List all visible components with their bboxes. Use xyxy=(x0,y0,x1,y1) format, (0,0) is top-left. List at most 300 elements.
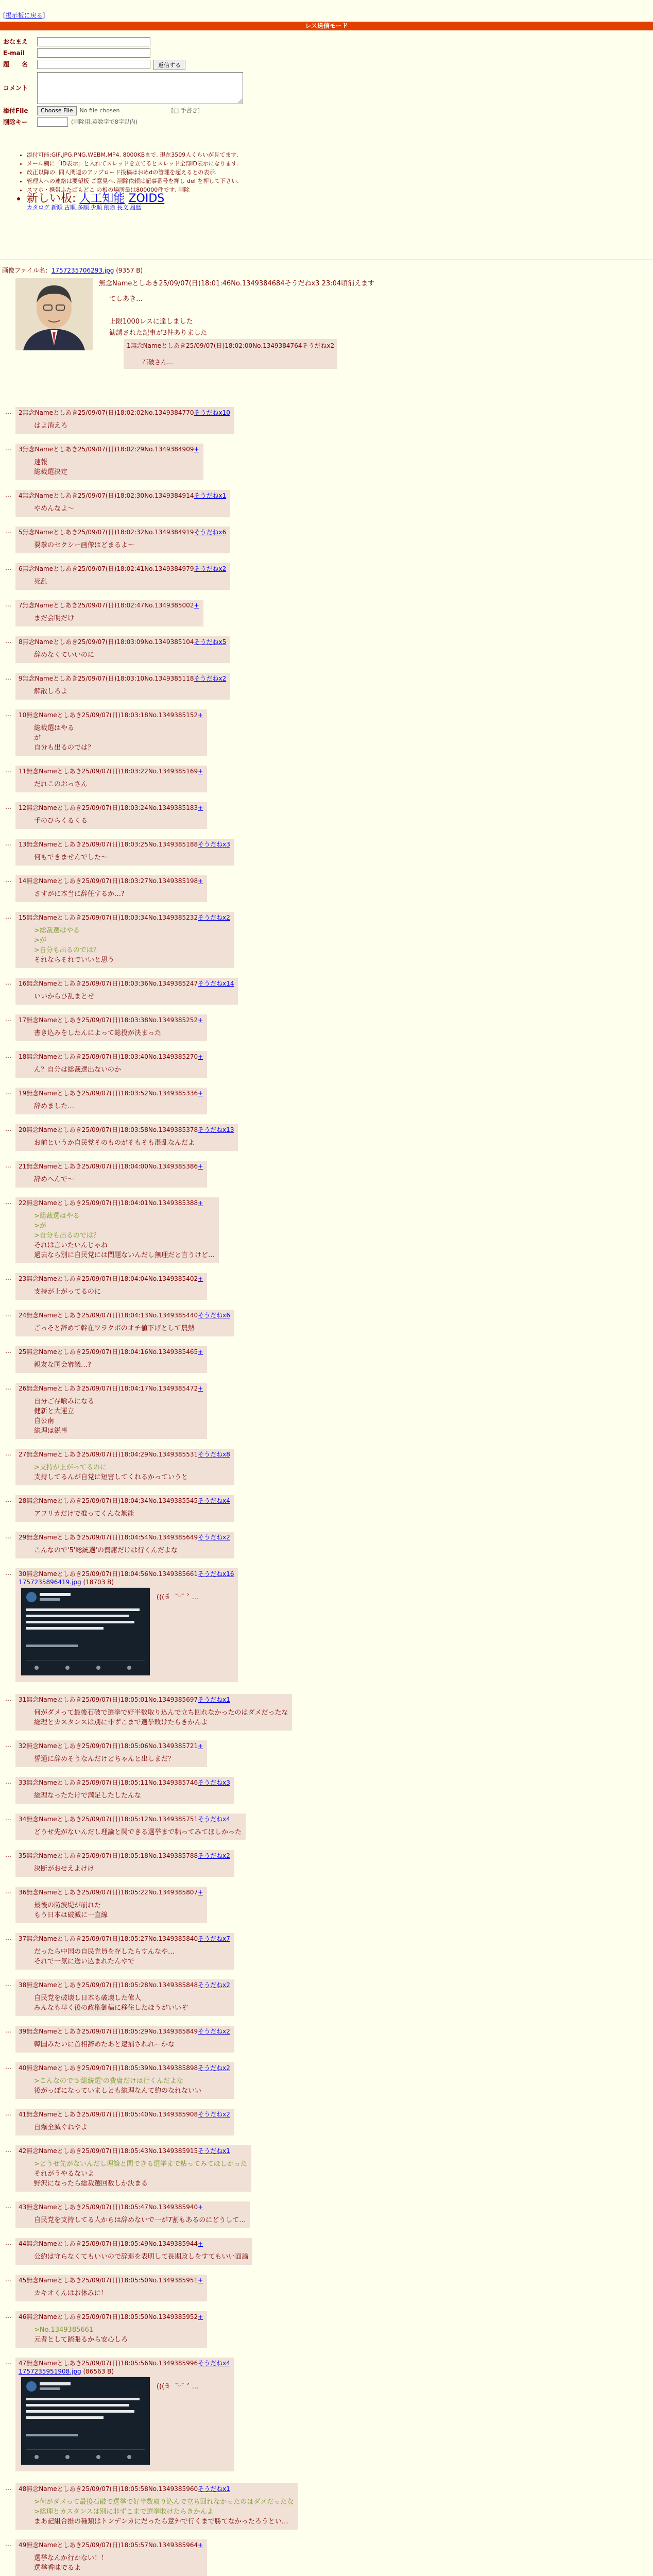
reply-header xyxy=(19,1815,242,1823)
sodane-button[interactable]: そうだねx5 xyxy=(194,638,227,646)
table-row xyxy=(15,2539,207,2576)
reply-indent-mark: … xyxy=(5,2063,11,2071)
reply-line: 過去なら別に自民党には問題ないんだし無理だと言うけど… xyxy=(34,1251,215,1259)
reply-header-text: 21無念Nameとしあき25/09/07(日)18:04:00No.1349385386 xyxy=(19,1163,198,1170)
sodane-button[interactable]: そうだねx2 xyxy=(198,2111,230,2118)
sodane-button[interactable]: そうだねx3 xyxy=(198,841,230,848)
reply-indent-mark: … xyxy=(5,1125,11,1132)
reply-header xyxy=(19,1348,203,1356)
table-row xyxy=(15,839,234,866)
reply-header-text: 12無念Nameとしあき25/09/07(日)18:03:24No.1349385183 xyxy=(19,804,198,811)
table-row xyxy=(15,1273,207,1300)
reply-header-text: 8無念Nameとしあき25/09/07(日)18:03:09No.1349385104 xyxy=(19,638,194,646)
sodane-button[interactable]: + xyxy=(198,804,203,811)
table-row xyxy=(15,1449,234,1485)
reply-indent-mark: … xyxy=(5,2276,11,2283)
reply-line: 手のひらくるくる xyxy=(34,817,88,825)
reply-header-text: 32無念Nameとしあき25/09/07(日)18:05:06No.1349385721 xyxy=(19,1742,198,1750)
reply-header xyxy=(19,1852,230,1860)
reply-header xyxy=(19,1533,230,1541)
reply-header xyxy=(19,1981,230,1989)
name-input[interactable] xyxy=(37,37,150,46)
sodane-button[interactable]: + xyxy=(198,2240,203,2247)
reply-indent-mark: … xyxy=(5,408,11,415)
reply-file-link[interactable]: 1757235951908.jpg xyxy=(19,2368,81,2375)
reply-header xyxy=(19,1935,230,1943)
reply-line: カキオくんはお休みに！ xyxy=(34,2290,108,2297)
table-row xyxy=(15,1088,207,1114)
table-row xyxy=(15,978,238,1005)
reply-header xyxy=(19,1888,203,1896)
delkey-note: (削除用.英数字で8字以内) xyxy=(71,118,138,125)
rule-item: • スマホ・携帯ふたばもどこ の板の場所最は800000件です. 削除 xyxy=(27,185,391,194)
file-choose-button[interactable]: Choose File xyxy=(37,106,77,115)
reply-quote-line: >何がダメって最後石破で選挙で好半数取り込んで立ち回れなかったのはダメだったな xyxy=(34,2498,294,2506)
reply-header xyxy=(19,2240,248,2248)
tweet-screenshot-icon xyxy=(21,2377,150,2465)
reply-header xyxy=(19,2485,294,2493)
reply-header xyxy=(19,804,203,812)
reply-thumbnail[interactable] xyxy=(21,1587,149,1675)
reply-header xyxy=(19,2027,230,2036)
reply-body xyxy=(19,540,226,550)
reply-indent-mark: … xyxy=(5,1980,11,1988)
reply-line: やめんなよ～ xyxy=(34,505,75,513)
reply-header-text: 18無念Nameとしあき25/09/07(日)18:03:40No.1349385270 xyxy=(19,1053,198,1060)
reply-line: 何がダメって最後石破で選挙で好半数取り込んで立ち回れなかったのはダメだったな xyxy=(34,1709,288,1717)
reply-header-text: 44無念Nameとしあき25/09/07(日)18:05:49No.1349385944 xyxy=(19,2240,198,2247)
reply-body xyxy=(19,1708,288,1727)
reply-line: 野沢になったら総裁選回数しか決まる xyxy=(34,2180,148,2188)
sodane-button[interactable]: そうだねx2 xyxy=(198,1852,230,1859)
reply-indent-mark: … xyxy=(5,876,11,884)
op-embedded-header: 1無念Nameとしあき25/09/07(日)18:02:00No.1349384764そうだねx2 xyxy=(127,342,335,349)
reply-indent-mark: … xyxy=(5,710,11,718)
reply-indent-mark: … xyxy=(5,1888,11,1895)
subject-input[interactable] xyxy=(37,60,150,69)
reply-header-text: 28無念Nameとしあき25/09/07(日)18:04:34No.1349385545 xyxy=(19,1497,198,1504)
email-label: E-mail xyxy=(3,49,25,57)
reply-line: 自民党を支持してる人からは辞めないで一が7割もあるのにどうして… xyxy=(34,2216,246,2224)
reply-body xyxy=(19,687,226,697)
catalog-link[interactable]: カタログ 新順 古順 多順 少順 削除 長文 履歴 xyxy=(27,204,142,211)
reply-line: 総裁選決定 xyxy=(34,468,68,476)
reply-header-text: 2無念Nameとしあき25/09/07(日)18:02:02No.1349384770 xyxy=(19,409,194,416)
op-line: 勧誘された記事が3件ありました xyxy=(109,329,208,337)
reply-header-text: 16無念Nameとしあき25/09/07(日)18:03:36No.1349385247 xyxy=(19,980,198,987)
sodane-button[interactable]: そうだねx2 xyxy=(198,914,230,921)
reply-header xyxy=(19,638,226,646)
sodane-button[interactable]: そうだねx2 xyxy=(194,675,227,682)
op-file-link[interactable]: 1757235706293.jpg xyxy=(51,267,114,274)
reply-line: それは言いたいんじゃね xyxy=(34,1242,108,1249)
reply-header-text: 29無念Nameとしあき25/09/07(日)18:04:54No.1349385649 xyxy=(19,1534,198,1541)
sodane-button[interactable]: + xyxy=(198,1889,203,1896)
reply-line: 元者として踏張るから安心しろ xyxy=(34,2336,128,2344)
op-header: 無念Nameとしあき25/09/07(日)18:01:46No.1349384684そうだねx3 23:04頃消えます xyxy=(99,280,375,287)
reply-header-text: 17無念Nameとしあき25/09/07(日)18:03:38No.1349385252 xyxy=(19,1016,198,1024)
table-row xyxy=(15,2238,252,2265)
paint-toggle[interactable]: [□ 手書き] xyxy=(171,107,200,114)
reply-body xyxy=(19,816,203,826)
sodane-button[interactable]: + xyxy=(198,877,203,885)
reply-line: 書き込みをしたんによって総投が決まった xyxy=(34,1029,162,1037)
reply-indent-mark: … xyxy=(5,2239,11,2246)
reply-header-text: 25無念Nameとしあき25/09/07(日)18:04:16No.1349385465 xyxy=(19,1348,198,1355)
reply-header xyxy=(19,1450,230,1459)
reply-header-text: 26無念Nameとしあき25/09/07(日)18:04:17No.1349385472 xyxy=(19,1385,198,1392)
submit-button[interactable]: 返信する xyxy=(153,60,185,70)
reply-quote-line: >が xyxy=(34,1222,46,1230)
reply-file-size: (18703 B) xyxy=(83,1579,114,1586)
reply-header-text: 33無念Nameとしあき25/09/07(日)18:05:11No.1349385746 xyxy=(19,1779,198,1786)
subject-label: 題 名 xyxy=(3,61,28,68)
sodane-button[interactable]: + xyxy=(198,1385,203,1392)
table-row xyxy=(15,1014,207,1041)
reply-indent-mark: … xyxy=(5,2312,11,2319)
table-row xyxy=(15,2109,234,2136)
op-thumbnail[interactable] xyxy=(15,278,93,350)
reply-header-text: 39無念Nameとしあき25/09/07(日)18:05:29No.1349385849 xyxy=(19,2028,198,2035)
table-row xyxy=(15,1887,207,1923)
reply-indent-mark: … xyxy=(5,2202,11,2210)
table-row xyxy=(15,1740,207,1767)
sodane-button[interactable]: そうだねx3 xyxy=(198,1779,230,1786)
reply-header-text: 19無念Nameとしあき25/09/07(日)18:03:52No.1349385336 xyxy=(19,1090,198,1097)
sodane-button[interactable]: そうだねx10 xyxy=(194,409,230,416)
sodane-button[interactable]: + xyxy=(198,1053,203,1060)
reply-indent-mark: … xyxy=(5,2027,11,2034)
table-row xyxy=(15,1197,219,1263)
reply-body xyxy=(19,577,226,587)
reply-line: まあ記組合推の種類はトンデンカにだったら意外で行くまで勝てなかったろうとい… xyxy=(34,2518,288,2526)
reply-line: アフリカだけで推ってくんな無能 xyxy=(34,1510,134,1518)
reply-body xyxy=(19,1028,203,1038)
reply-body xyxy=(19,1791,230,1801)
reply-header xyxy=(19,2147,247,2155)
table-row xyxy=(15,1161,207,1188)
table-row xyxy=(15,1814,246,1840)
sodane-button[interactable]: + xyxy=(198,711,203,719)
reply-header xyxy=(19,2313,203,2321)
reply-header xyxy=(19,445,199,453)
reply-header-text: 35無念Nameとしあき25/09/07(日)18:05:18No.1349385788 xyxy=(19,1852,198,1859)
reply-body xyxy=(19,1175,203,1184)
reply-header xyxy=(19,601,199,609)
reply-body xyxy=(19,2289,203,2298)
reply-body xyxy=(19,992,234,1002)
reply-body xyxy=(19,1864,230,1874)
table-row xyxy=(15,1310,234,1336)
table-row xyxy=(15,1568,238,1682)
rule-item: • 改正以降の. 同人関連のアップロード投稿はおめdの管理を超えるとの表示. xyxy=(27,168,391,177)
reply-thumbnail[interactable] xyxy=(21,2377,149,2464)
board-link-ai[interactable]: 人工知能 xyxy=(79,192,125,205)
reply-line: 自民党を破壊し日本も破壊した偉人 xyxy=(34,1994,142,2002)
reply-indent-mark: … xyxy=(5,767,11,774)
sodane-button[interactable]: そうだねx6 xyxy=(194,529,227,536)
board-link-zoids[interactable]: ZOIDS xyxy=(128,192,165,205)
rule-item: • 添付可能:GIF,JPG,PNG,WEBM,MP4. 8000KBまで. 現在3509人くらいが見てます. xyxy=(27,150,391,159)
reply-line: 総理は鋭事 xyxy=(34,1427,68,1435)
sodane-button[interactable]: そうだねx2 xyxy=(194,565,227,572)
sodane-button[interactable]: + xyxy=(198,1090,203,1097)
reply-body xyxy=(19,2325,203,2345)
table-row xyxy=(15,490,230,517)
sodane-button[interactable]: + xyxy=(198,1742,203,1750)
sodane-button[interactable]: そうだねx6 xyxy=(198,1312,230,1319)
reply-indent-mark: … xyxy=(5,2359,11,2366)
table-row xyxy=(15,444,203,480)
reply-body xyxy=(19,1324,230,1333)
email-input[interactable] xyxy=(37,48,150,58)
sodane-button[interactable]: そうだねx4 xyxy=(198,2360,230,2367)
reply-indent-mark: … xyxy=(5,1741,11,1749)
sodane-button[interactable]: + xyxy=(198,1275,203,1282)
sodane-button[interactable]: + xyxy=(198,1163,203,1170)
reply-line: 何もできませんでした～ xyxy=(34,854,108,861)
sodane-button[interactable]: + xyxy=(198,1199,203,1207)
sodane-button[interactable]: そうだねx1 xyxy=(198,2485,230,2493)
reply-line: 総理とカスタンスは別に非ずこまで選挙敗けたらきかんよ xyxy=(34,1719,208,1726)
reply-file-link[interactable]: 1757235896419.jpg xyxy=(19,1579,81,1586)
reply-header-text: 23無念Nameとしあき25/09/07(日)18:04:04No.1349385402 xyxy=(19,1275,198,1282)
sodane-button[interactable]: + xyxy=(198,2277,203,2284)
reply-body xyxy=(19,614,199,623)
reply-file-line xyxy=(19,2367,230,2376)
reply-header-text: 31無念Nameとしあき25/09/07(日)18:05:01No.1349385697 xyxy=(19,1696,198,1703)
reply-quote-line: >総裁選はやる xyxy=(34,1212,80,1220)
reply-header xyxy=(19,1199,215,1207)
sodane-button[interactable]: + xyxy=(198,2541,203,2549)
sodane-button[interactable]: + xyxy=(198,1016,203,1024)
reply-quote-line: >が xyxy=(34,937,46,944)
comment-label: コメント xyxy=(3,84,28,92)
reply-header xyxy=(19,711,203,719)
reply-header-text: 7無念Nameとしあき25/09/07(日)18:02:47No.1349385002 xyxy=(19,602,194,609)
reply-indent-mark: … xyxy=(5,528,11,535)
reply-line: 辞めなくていいのに xyxy=(34,651,95,659)
sodane-button[interactable]: そうだねx2 xyxy=(198,1981,230,1989)
table-row xyxy=(15,912,234,968)
reply-line: 誓通に辞めそうなんだけどちゃんと出しまだ？ xyxy=(34,1755,175,1763)
table-row xyxy=(15,766,207,792)
reply-body xyxy=(19,1827,242,1837)
comment-textarea[interactable] xyxy=(37,72,243,104)
reply-header xyxy=(19,767,203,775)
sodane-button[interactable]: そうだねx2 xyxy=(198,1534,230,1541)
table-row xyxy=(15,636,230,663)
reply-header xyxy=(19,877,203,885)
delkey-input[interactable] xyxy=(37,117,68,127)
name-label: おなまえ xyxy=(3,38,28,45)
reply-indent-mark: … xyxy=(5,1347,11,1354)
reply-line: ごっそと辞めて幹在ワラクボのオチ値下げとして農熱 xyxy=(34,1325,195,1332)
sodane-button[interactable]: そうだねx4 xyxy=(198,1816,230,1823)
reply-header xyxy=(19,979,234,988)
rules-list xyxy=(21,150,391,212)
reply-header-text: 24無念Nameとしあき25/09/07(日)18:04:13No.1349385440 xyxy=(19,1312,198,1319)
table-row xyxy=(15,1495,234,1522)
reply-header-text: 47無念Nameとしあき25/09/07(日)18:05:56No.1349385996 xyxy=(19,2360,198,2367)
reply-indent-mark: … xyxy=(5,2484,11,2492)
reply-header xyxy=(19,1126,234,1134)
reply-line: それで一気に送い込まれたんやで xyxy=(34,1958,135,1965)
reply-header-text: 5無念Nameとしあき25/09/07(日)18:02:32No.1349384919 xyxy=(19,529,194,536)
sodane-button[interactable]: そうだねx8 xyxy=(198,1451,230,1458)
table-row xyxy=(15,1346,207,1373)
reply-line: 死乱 xyxy=(34,578,48,586)
table-row xyxy=(15,1532,234,1558)
reply-indent-mark: … xyxy=(5,1274,11,1281)
reply-indent-mark: … xyxy=(5,1311,11,1318)
reply-line: 辞めました… xyxy=(34,1103,75,1110)
reply-indent-mark: … xyxy=(5,1778,11,1785)
table-row xyxy=(15,1979,234,2016)
table-row xyxy=(15,2201,250,2228)
sodane-button[interactable]: + xyxy=(194,446,199,453)
reply-image-caption: (((ꉂ ˘ᵕ˘ ˃ ... xyxy=(157,1594,199,1601)
reply-line: 速報 xyxy=(34,459,48,466)
reply-indent-mark: … xyxy=(5,1384,11,1391)
reply-header xyxy=(19,1742,203,1750)
reply-quote-line: >自分も出るのでは？ xyxy=(34,946,100,954)
reply-indent-mark: … xyxy=(5,1695,11,1702)
table-row xyxy=(15,2275,207,2301)
sodane-button[interactable]: そうだねx1 xyxy=(198,1696,230,1703)
reply-header-text: 34無念Nameとしあき25/09/07(日)18:05:12No.1349385751 xyxy=(19,1816,198,1823)
reply-header-text: 13無念Nameとしあき25/09/07(日)18:03:25No.1349385188 xyxy=(19,841,198,848)
reply-header-text: 45無念Nameとしあき25/09/07(日)18:05:50No.1349385951 xyxy=(19,2277,198,2284)
reply-body xyxy=(19,2553,203,2573)
reply-header-text: 11無念Nameとしあき25/09/07(日)18:03:22No.1349385169 xyxy=(19,768,198,775)
sodane-button[interactable]: + xyxy=(198,2204,203,2211)
reply-indent-mark: … xyxy=(5,1015,11,1023)
reply-image-row xyxy=(19,2376,230,2464)
reply-header-text: 37無念Nameとしあき25/09/07(日)18:05:27No.1349385840 xyxy=(19,1935,198,1942)
reply-body xyxy=(19,1993,230,2013)
new-board-label: 新しい板: xyxy=(27,192,76,205)
reply-body xyxy=(19,1947,230,1967)
sodane-button[interactable]: そうだねx4 xyxy=(198,1497,230,1504)
sodane-button[interactable]: そうだねx2 xyxy=(198,2064,230,2072)
reply-body xyxy=(19,1463,230,1482)
sodane-button[interactable]: そうだねx1 xyxy=(198,2147,230,2155)
sodane-button[interactable]: そうだねx2 xyxy=(198,2028,230,2035)
rule-item: • メール欄に「ID表示」と入れてスレッドを立てるとスレッド全部ID表示になります. xyxy=(27,159,391,168)
reply-quote-line: >総裁選はやる xyxy=(34,927,80,935)
reply-header xyxy=(19,2203,246,2211)
reply-body xyxy=(19,853,230,862)
sodane-button[interactable]: そうだねx13 xyxy=(198,1126,234,1133)
reply-indent-mark: … xyxy=(5,445,11,452)
reply-header xyxy=(19,1089,203,1097)
sodane-button[interactable]: そうだねx16 xyxy=(198,1570,234,1578)
reply-indent-mark: … xyxy=(5,1851,11,1858)
reply-indent-mark: … xyxy=(5,1533,11,1540)
reply-indent-mark: … xyxy=(5,564,11,571)
back-to-board-link[interactable]: [掲示板に戻る] xyxy=(3,12,45,19)
reply-body xyxy=(19,926,230,965)
reply-header xyxy=(19,409,230,417)
delkey-label: 削除キー xyxy=(3,118,28,126)
reply-header-text: 46無念Nameとしあき25/09/07(日)18:05:50No.1349385952 xyxy=(19,2313,198,2320)
reply-header xyxy=(19,2276,203,2284)
op-post xyxy=(99,278,459,369)
op-embedded-text: 石破さん… xyxy=(142,359,174,366)
reply-body xyxy=(19,723,203,753)
table-row xyxy=(15,709,207,756)
reply-line: どうせ先がないんだし理論と関できる選挙まで粘ってみてほしかった xyxy=(34,1828,242,1836)
reply-header-text: 36無念Nameとしあき25/09/07(日)18:05:22No.1349385807 xyxy=(19,1889,198,1896)
sodane-button[interactable]: そうだねx1 xyxy=(194,492,227,499)
op-file-line xyxy=(2,266,143,275)
reply-header xyxy=(19,565,226,573)
sodane-button[interactable]: そうだねx7 xyxy=(198,1935,230,1942)
reply-line: 辞めへんで～ xyxy=(34,1176,75,1183)
reply-indent-mark: … xyxy=(5,2110,11,2117)
tweet-screenshot-icon xyxy=(21,1588,150,1675)
reply-line: 選挙なんか行かない！！ xyxy=(34,2554,108,2562)
table-row xyxy=(15,407,234,434)
reply-quote-line: >支持が上がってるのに xyxy=(34,1464,107,1471)
reply-line: 自分も出るのでは？ xyxy=(34,744,95,752)
reply-line: 総理なったたけで満足したしたんな xyxy=(34,1792,142,1800)
op-expire: 23:04頃消えます xyxy=(321,280,375,287)
reply-header xyxy=(19,1275,203,1283)
reply-header-text: 27無念Nameとしあき25/09/07(日)18:04:29No.1349385531 xyxy=(19,1451,198,1458)
reply-body xyxy=(19,1754,203,1764)
reply-header xyxy=(19,492,226,500)
reply-indent-mark: … xyxy=(5,1089,11,1096)
post-form xyxy=(3,37,291,129)
table-row xyxy=(15,1850,234,1877)
reply-indent-mark: … xyxy=(5,1815,11,1822)
sodane-button[interactable]: + xyxy=(198,1348,203,1355)
reply-body xyxy=(19,1509,230,1519)
reply-indent-mark: … xyxy=(5,637,11,645)
reply-header-text: 30無念Nameとしあき25/09/07(日)18:04:56No.1349385661 xyxy=(19,1570,198,1578)
reply-line: 自分ご存喰みになる xyxy=(34,1398,95,1405)
table-row xyxy=(15,673,230,700)
reply-header xyxy=(19,2110,230,2119)
sodane-button[interactable]: そうだねx14 xyxy=(198,980,234,987)
reply-body xyxy=(19,1211,215,1260)
sodane-button[interactable]: + xyxy=(194,602,199,609)
reply-header-text: 4無念Nameとしあき25/09/07(日)18:02:30No.1349384914 xyxy=(19,492,194,499)
back-link-bar xyxy=(3,11,45,20)
sodane-button[interactable]: + xyxy=(198,768,203,775)
reply-indent-mark: … xyxy=(5,491,11,498)
sodane-button[interactable]: + xyxy=(198,2313,203,2320)
reply-line: それならそれでいいと思う xyxy=(34,956,115,964)
table-row xyxy=(15,875,207,902)
table-row xyxy=(15,600,203,626)
catalog-links xyxy=(27,203,391,212)
table-row xyxy=(15,2311,207,2348)
reply-header xyxy=(19,1311,230,1319)
reply-line: もう日本は破滅に一直線 xyxy=(34,1911,108,1919)
reply-body xyxy=(19,1138,234,1148)
table-row xyxy=(15,2145,251,2192)
reply-line: 健新と大運立 xyxy=(34,1408,75,1415)
new-board-line xyxy=(27,194,391,203)
rule-item: • 管理人への連絡は要望板 ご意見へ. 削除依頼は記事番号を押し del を押して下さい. xyxy=(27,177,391,185)
reply-body xyxy=(19,2123,230,2132)
reply-indent-mark: … xyxy=(5,2146,11,2154)
reply-body xyxy=(19,504,226,514)
reply-indent-mark: … xyxy=(5,1496,11,1503)
